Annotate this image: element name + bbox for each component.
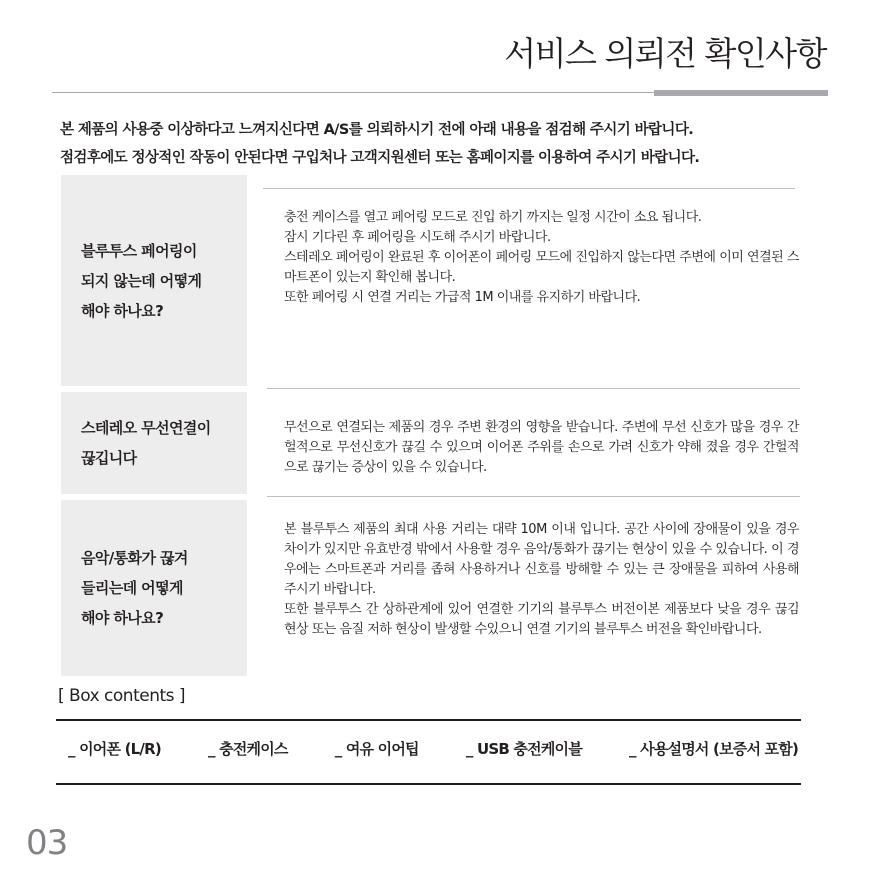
answer-line: 무선으로 연결되는 제품의 경우 주변 환경의 영향을 받습니다. 주변에 무선 신호가 많을 경우 간헐적으로 무선신호가 끊길 수 있으며 이어폰 주위를 손으로 가려 신호가 약해 졌을 경우 간헐적으로 끊기는 증상이 있을 수 있습니다.: [284, 420, 799, 475]
intro-text: [60, 116, 830, 172]
answer-line: 또한 블루투스 간 상하관계에 있어 연결한 기기의 블루투스 버전이본 제품보다 낮을 경우 끊김 현상 또는 음질 저하 현상이 발생할 수있으니 연결 기기의 블루투스 버전을 확인바랍니다.: [284, 602, 799, 637]
box-contents-list: [68, 738, 798, 759]
faq-divider: [267, 496, 800, 497]
title-underline: [52, 92, 828, 93]
intro-line-1: 본 제품의 사용중 이상하다고 느껴지신다면 A/S를 의뢰하시기 전에 아래 내용을 점검해 주시기 바랍니다.: [60, 122, 694, 138]
faq-answer-pairing: [284, 208, 799, 308]
box-item-charging-case: _ 충전케이스: [208, 740, 288, 758]
answer-line: 잠시 기다린 후 페어링을 시도해 주시기 바랍니다.: [284, 230, 551, 245]
faq-answer-audio: [284, 520, 799, 640]
box-item-earphones: _ 이어폰 (L/R): [68, 740, 161, 758]
answer-line: 또한 페어링 시 연결 거리는 가급적 1M 이내를 유지하기 바랍니다.: [284, 290, 641, 305]
title-accent-bar: [654, 90, 828, 96]
faq-divider: [267, 388, 800, 389]
faq-answer-stereo: [284, 418, 799, 478]
intro-line-2: 점검후에도 정상적인 작동이 안된다면 구입처나 고객지원센터 또는 홈페이지를 이용하여 주시기 바랍니다.: [60, 150, 700, 166]
faq-question-stereo: 스테레오 무선연결이 끊깁니다: [61, 392, 247, 494]
box-contents-title: [ Box contents ]: [58, 686, 186, 706]
page-title: 서비스 의뢰전 확인사항: [504, 34, 826, 73]
answer-line: 충전 케이스를 열고 페어링 모드로 진입 하기 까지는 일정 시간이 소요 됩니다.: [284, 210, 702, 225]
box-item-usb-cable: _ USB 충전케이블: [465, 740, 582, 758]
box-contents-rule-bottom: [56, 783, 801, 785]
faq-divider-top: [263, 188, 795, 189]
answer-line: 본 블루투스 제품의 최대 사용 거리는 대략 10M 이내 입니다. 공간 사이에 장애물이 있을 경우 차이가 있지만 유효반경 밖에서 사용할 경우 음악/통화가 끊기는 현상이 있을 수 있습니다. 이 경우에는 스마트폰과 거리를 좁혀 사용하거나 신호를 방해할 수 있는 큰 장애물을 피하여 사용해 주시기 바랍니다.: [284, 522, 799, 597]
faq-question-audio: 음악/통화가 끊겨 들리는데 어떻게 해야 하나요?: [61, 500, 247, 676]
answer-line: 스테레오 페어링이 완료된 후 이어폰이 페어링 모드에 진입하지 않는다면 주변에 이미 연결된 스마트폰이 있는지 확인해 봅니다.: [284, 250, 799, 285]
box-item-ear-tips: _ 여유 이어팁: [334, 740, 419, 758]
box-item-manual: _ 사용설명서 (보증서 포함): [629, 740, 798, 758]
page-number: 03: [26, 823, 68, 863]
box-contents-rule-top: [56, 719, 801, 721]
faq-question-pairing: 블루투스 페어링이 되지 않는데 어떻게 해야 하나요?: [61, 175, 247, 386]
